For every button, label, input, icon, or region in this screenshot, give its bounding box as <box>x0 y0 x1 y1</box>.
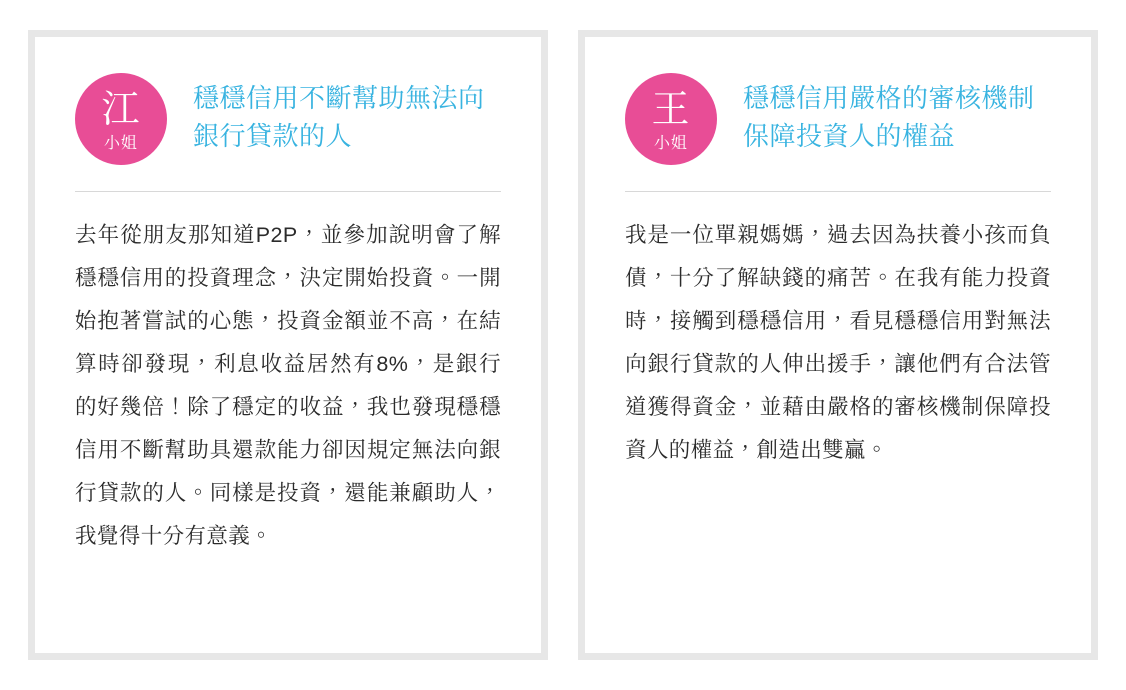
testimonial-headline: 穩穩信用不斷幫助無法向銀行貸款的人 <box>193 83 485 152</box>
testimonial-body: 去年從朋友那知道P2P，並參加說明會了解穩穩信用的投資理念，決定開始投資。一開始抱著嘗試的心態，投資金額並不高，在結算時卻發現，利息收益居然有8%，是銀行的好幾倍！除了穩定的收益，我也發現穩穩信用不斷幫助具還款能力卻因規定無法向銀行貸款的人。同樣是投資，還能兼顧助人，我覺得十分有意義。 <box>75 223 501 548</box>
avatar-surname: 王 <box>651 88 691 131</box>
divider <box>625 191 1051 192</box>
testimonial-card-frame <box>578 30 1098 660</box>
avatar-honorific: 小姐 <box>103 134 138 152</box>
avatar-honorific: 小姐 <box>653 134 688 152</box>
testimonial-card <box>35 37 541 653</box>
testimonial-header <box>75 73 501 165</box>
testimonial-headline: 穩穩信用嚴格的審核機制保障投資人的權益 <box>743 83 1035 152</box>
testimonial-card <box>585 37 1091 653</box>
avatar-surname: 江 <box>101 88 141 131</box>
testimonial-card-frame <box>28 30 548 660</box>
testimonial-body: 我是一位單親媽媽，過去因為扶養小孩而負債，十分了解缺錢的痛苦。在我有能力投資時，接觸到穩穩信用，看見穩穩信用對無法向銀行貸款的人伸出援手，讓他們有合法管道獲得資金，並藉由嚴格的審核機制保障投資人的權益，創造出雙贏。 <box>625 223 1051 462</box>
testimonial-header <box>625 73 1051 165</box>
avatar <box>75 73 167 165</box>
divider <box>75 191 501 192</box>
avatar <box>625 73 717 165</box>
